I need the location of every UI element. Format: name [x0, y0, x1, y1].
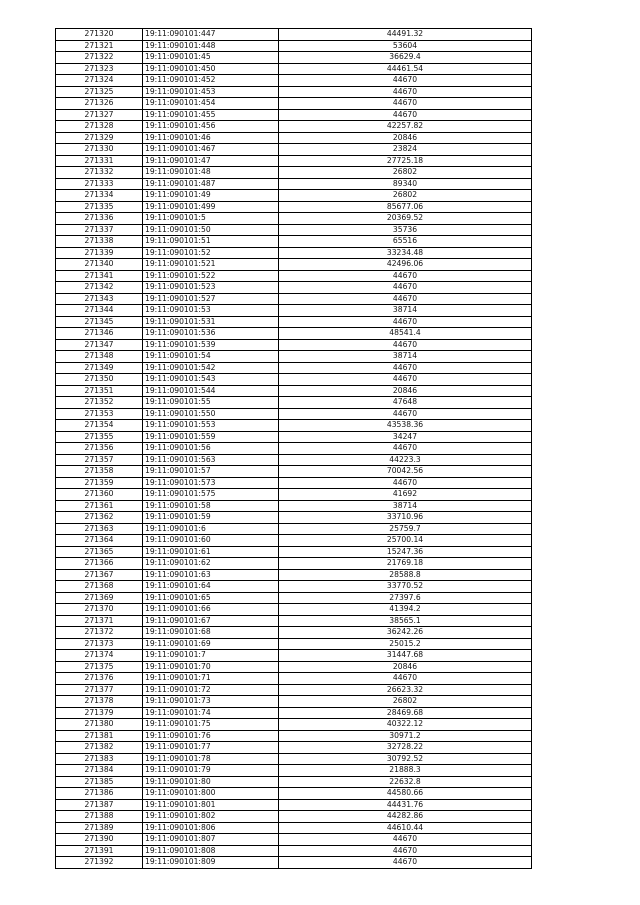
row-number-cell: 271343	[56, 293, 143, 305]
table-row	[56, 167, 532, 179]
table-row	[56, 788, 532, 800]
cadastral-number-cell: 19:11:090101:802	[143, 811, 279, 823]
cadastral-number-cell: 19:11:090101:68	[143, 627, 279, 639]
cadastral-number-cell: 19:11:090101:54	[143, 351, 279, 363]
value-cell: 44670	[279, 857, 532, 869]
cadastral-number-cell: 19:11:090101:454	[143, 98, 279, 110]
cadastral-number-cell: 19:11:090101:467	[143, 144, 279, 156]
value-cell: 44670	[279, 270, 532, 282]
value-cell: 44670	[279, 443, 532, 455]
row-number-cell: 271345	[56, 316, 143, 328]
table-row	[56, 638, 532, 650]
value-cell: 44461.54	[279, 63, 532, 75]
cadastral-number-cell: 19:11:090101:809	[143, 857, 279, 869]
value-cell: 20846	[279, 132, 532, 144]
table-row	[56, 431, 532, 443]
table-row	[56, 201, 532, 213]
row-number-cell: 271328	[56, 121, 143, 133]
cadastral-number-cell: 19:11:090101:57	[143, 466, 279, 478]
table-row	[56, 535, 532, 547]
value-cell: 44431.76	[279, 799, 532, 811]
table-row	[56, 305, 532, 317]
row-number-cell: 271388	[56, 811, 143, 823]
value-cell: 44670	[279, 75, 532, 87]
cadastral-number-cell: 19:11:090101:48	[143, 167, 279, 179]
table-row	[56, 650, 532, 662]
row-number-cell: 271361	[56, 500, 143, 512]
value-cell: 20369.52	[279, 213, 532, 225]
row-number-cell: 271325	[56, 86, 143, 98]
table-row	[56, 98, 532, 110]
table-row	[56, 581, 532, 593]
cadastral-number-cell: 19:11:090101:64	[143, 581, 279, 593]
value-cell: 32728.22	[279, 742, 532, 754]
table-row	[56, 374, 532, 386]
row-number-cell: 271333	[56, 178, 143, 190]
cadastral-number-cell: 19:11:090101:71	[143, 673, 279, 685]
value-cell: 44670	[279, 98, 532, 110]
value-cell: 27397.6	[279, 592, 532, 604]
table-row	[56, 86, 532, 98]
row-number-cell: 271321	[56, 40, 143, 52]
row-number-cell: 271337	[56, 224, 143, 236]
value-cell: 34247	[279, 431, 532, 443]
cadastral-number-cell: 19:11:090101:807	[143, 834, 279, 846]
row-number-cell: 271352	[56, 397, 143, 409]
value-cell: 33770.52	[279, 581, 532, 593]
row-number-cell: 271336	[56, 213, 143, 225]
row-number-cell: 271367	[56, 569, 143, 581]
cadastral-number-cell: 19:11:090101:6	[143, 523, 279, 535]
value-cell: 44670	[279, 845, 532, 857]
cadastral-number-cell: 19:11:090101:450	[143, 63, 279, 75]
table-row	[56, 730, 532, 742]
value-cell: 41692	[279, 489, 532, 501]
row-number-cell: 271327	[56, 109, 143, 121]
data-table	[55, 28, 532, 869]
value-cell: 53604	[279, 40, 532, 52]
value-cell: 44491.32	[279, 29, 532, 41]
cadastral-number-cell: 19:11:090101:806	[143, 822, 279, 834]
table-row	[56, 500, 532, 512]
value-cell: 44282.86	[279, 811, 532, 823]
value-cell: 44223.3	[279, 454, 532, 466]
row-number-cell: 271326	[56, 98, 143, 110]
cadastral-number-cell: 19:11:090101:456	[143, 121, 279, 133]
row-number-cell: 271374	[56, 650, 143, 662]
table-row	[56, 845, 532, 857]
row-number-cell: 271382	[56, 742, 143, 754]
table-row	[56, 765, 532, 777]
value-cell: 44580.66	[279, 788, 532, 800]
cadastral-number-cell: 19:11:090101:66	[143, 604, 279, 616]
table-row	[56, 615, 532, 627]
cadastral-number-cell: 19:11:090101:455	[143, 109, 279, 121]
table-row	[56, 696, 532, 708]
value-cell: 48541.4	[279, 328, 532, 340]
value-cell: 33710.96	[279, 512, 532, 524]
table-row	[56, 592, 532, 604]
value-cell: 27725.18	[279, 155, 532, 167]
table-row	[56, 604, 532, 616]
row-number-cell: 271392	[56, 857, 143, 869]
table-row	[56, 351, 532, 363]
table-row	[56, 224, 532, 236]
row-number-cell: 271329	[56, 132, 143, 144]
table-row	[56, 63, 532, 75]
row-number-cell: 271385	[56, 776, 143, 788]
value-cell: 21769.18	[279, 558, 532, 570]
table-row	[56, 512, 532, 524]
row-number-cell: 271376	[56, 673, 143, 685]
row-number-cell: 271363	[56, 523, 143, 535]
cadastral-number-cell: 19:11:090101:72	[143, 684, 279, 696]
table-row	[56, 178, 532, 190]
cadastral-number-cell: 19:11:090101:47	[143, 155, 279, 167]
value-cell: 30792.52	[279, 753, 532, 765]
value-cell: 22632.8	[279, 776, 532, 788]
cadastral-number-cell: 19:11:090101:80	[143, 776, 279, 788]
table-row	[56, 811, 532, 823]
row-number-cell: 271344	[56, 305, 143, 317]
row-number-cell: 271353	[56, 408, 143, 420]
cadastral-number-cell: 19:11:090101:79	[143, 765, 279, 777]
cadastral-number-cell: 19:11:090101:60	[143, 535, 279, 547]
row-number-cell: 271383	[56, 753, 143, 765]
table-body	[56, 29, 532, 869]
row-number-cell: 271387	[56, 799, 143, 811]
row-number-cell: 271338	[56, 236, 143, 248]
value-cell: 65516	[279, 236, 532, 248]
value-cell: 38565.1	[279, 615, 532, 627]
row-number-cell: 271355	[56, 431, 143, 443]
row-number-cell: 271371	[56, 615, 143, 627]
cadastral-number-cell: 19:11:090101:74	[143, 707, 279, 719]
cadastral-number-cell: 19:11:090101:801	[143, 799, 279, 811]
table-row	[56, 213, 532, 225]
row-number-cell: 271384	[56, 765, 143, 777]
row-number-cell: 271351	[56, 385, 143, 397]
table-row	[56, 834, 532, 846]
cadastral-number-cell: 19:11:090101:544	[143, 385, 279, 397]
cadastral-number-cell: 19:11:090101:7	[143, 650, 279, 662]
cadastral-number-cell: 19:11:090101:53	[143, 305, 279, 317]
cadastral-number-cell: 19:11:090101:76	[143, 730, 279, 742]
table-row	[56, 546, 532, 558]
value-cell: 42257.82	[279, 121, 532, 133]
row-number-cell: 271372	[56, 627, 143, 639]
value-cell: 47648	[279, 397, 532, 409]
row-number-cell: 271348	[56, 351, 143, 363]
table-row	[56, 132, 532, 144]
row-number-cell: 271350	[56, 374, 143, 386]
value-cell: 30971.2	[279, 730, 532, 742]
row-number-cell: 271330	[56, 144, 143, 156]
value-cell: 42496.06	[279, 259, 532, 271]
table-row	[56, 109, 532, 121]
row-number-cell: 271364	[56, 535, 143, 547]
value-cell: 41394.2	[279, 604, 532, 616]
value-cell: 38714	[279, 351, 532, 363]
table-row	[56, 385, 532, 397]
value-cell: 44670	[279, 374, 532, 386]
table-row	[56, 477, 532, 489]
value-cell: 44670	[279, 834, 532, 846]
cadastral-number-cell: 19:11:090101:58	[143, 500, 279, 512]
cadastral-number-cell: 19:11:090101:65	[143, 592, 279, 604]
table-row	[56, 466, 532, 478]
cadastral-number-cell: 19:11:090101:5	[143, 213, 279, 225]
table-row	[56, 282, 532, 294]
row-number-cell: 271368	[56, 581, 143, 593]
row-number-cell: 271347	[56, 339, 143, 351]
table-row	[56, 857, 532, 869]
cadastral-number-cell: 19:11:090101:52	[143, 247, 279, 259]
cadastral-number-cell: 19:11:090101:69	[143, 638, 279, 650]
value-cell: 23824	[279, 144, 532, 156]
row-number-cell: 271322	[56, 52, 143, 64]
cadastral-number-cell: 19:11:090101:575	[143, 489, 279, 501]
table-row	[56, 684, 532, 696]
table-row	[56, 144, 532, 156]
row-number-cell: 271365	[56, 546, 143, 558]
row-number-cell: 271357	[56, 454, 143, 466]
value-cell: 21888.3	[279, 765, 532, 777]
table-row	[56, 316, 532, 328]
value-cell: 25700.14	[279, 535, 532, 547]
value-cell: 44670	[279, 109, 532, 121]
row-number-cell: 271339	[56, 247, 143, 259]
value-cell: 31447.68	[279, 650, 532, 662]
table-row	[56, 52, 532, 64]
table-row	[56, 408, 532, 420]
cadastral-number-cell: 19:11:090101:536	[143, 328, 279, 340]
value-cell: 35736	[279, 224, 532, 236]
cadastral-number-cell: 19:11:090101:453	[143, 86, 279, 98]
value-cell: 25759.7	[279, 523, 532, 535]
value-cell: 44670	[279, 408, 532, 420]
value-cell: 38714	[279, 500, 532, 512]
row-number-cell: 271356	[56, 443, 143, 455]
cadastral-number-cell: 19:11:090101:70	[143, 661, 279, 673]
cadastral-number-cell: 19:11:090101:448	[143, 40, 279, 52]
value-cell: 85677.06	[279, 201, 532, 213]
row-number-cell: 271324	[56, 75, 143, 87]
value-cell: 36242.26	[279, 627, 532, 639]
table-row	[56, 270, 532, 282]
table-row	[56, 397, 532, 409]
cadastral-number-cell: 19:11:090101:550	[143, 408, 279, 420]
value-cell: 44670	[279, 477, 532, 489]
value-cell: 33234.48	[279, 247, 532, 259]
table-row	[56, 454, 532, 466]
table-row	[56, 293, 532, 305]
table-row	[56, 776, 532, 788]
row-number-cell: 271340	[56, 259, 143, 271]
cadastral-number-cell: 19:11:090101:75	[143, 719, 279, 731]
table-row	[56, 121, 532, 133]
cadastral-number-cell: 19:11:090101:45	[143, 52, 279, 64]
table-row	[56, 569, 532, 581]
cadastral-number-cell: 19:11:090101:808	[143, 845, 279, 857]
value-cell: 38714	[279, 305, 532, 317]
value-cell: 44670	[279, 293, 532, 305]
row-number-cell: 271334	[56, 190, 143, 202]
table-row	[56, 753, 532, 765]
row-number-cell: 271378	[56, 696, 143, 708]
row-number-cell: 271375	[56, 661, 143, 673]
table-row	[56, 420, 532, 432]
value-cell: 28588.8	[279, 569, 532, 581]
value-cell: 44670	[279, 282, 532, 294]
cadastral-number-cell: 19:11:090101:539	[143, 339, 279, 351]
cadastral-number-cell: 19:11:090101:487	[143, 178, 279, 190]
value-cell: 26802	[279, 696, 532, 708]
row-number-cell: 271359	[56, 477, 143, 489]
row-number-cell: 271366	[56, 558, 143, 570]
row-number-cell: 271369	[56, 592, 143, 604]
value-cell: 44670	[279, 316, 532, 328]
cadastral-number-cell: 19:11:090101:46	[143, 132, 279, 144]
cadastral-number-cell: 19:11:090101:559	[143, 431, 279, 443]
table-row	[56, 719, 532, 731]
cadastral-number-cell: 19:11:090101:563	[143, 454, 279, 466]
row-number-cell: 271358	[56, 466, 143, 478]
value-cell: 89340	[279, 178, 532, 190]
value-cell: 44670	[279, 86, 532, 98]
value-cell: 36629.4	[279, 52, 532, 64]
cadastral-number-cell: 19:11:090101:50	[143, 224, 279, 236]
row-number-cell: 271360	[56, 489, 143, 501]
table-row	[56, 661, 532, 673]
row-number-cell: 271373	[56, 638, 143, 650]
table-row	[56, 443, 532, 455]
table-row	[56, 75, 532, 87]
cadastral-number-cell: 19:11:090101:61	[143, 546, 279, 558]
cadastral-number-cell: 19:11:090101:56	[143, 443, 279, 455]
cadastral-number-cell: 19:11:090101:800	[143, 788, 279, 800]
cadastral-number-cell: 19:11:090101:51	[143, 236, 279, 248]
row-number-cell: 271370	[56, 604, 143, 616]
cadastral-number-cell: 19:11:090101:67	[143, 615, 279, 627]
table-row	[56, 328, 532, 340]
cadastral-number-cell: 19:11:090101:523	[143, 282, 279, 294]
cadastral-number-cell: 19:11:090101:499	[143, 201, 279, 213]
table-row	[56, 236, 532, 248]
row-number-cell: 271389	[56, 822, 143, 834]
table-row	[56, 155, 532, 167]
value-cell: 44610.44	[279, 822, 532, 834]
cadastral-number-cell: 19:11:090101:49	[143, 190, 279, 202]
value-cell: 20846	[279, 385, 532, 397]
table-row	[56, 673, 532, 685]
table-row	[56, 190, 532, 202]
table-row	[56, 822, 532, 834]
cadastral-number-cell: 19:11:090101:59	[143, 512, 279, 524]
cadastral-number-cell: 19:11:090101:573	[143, 477, 279, 489]
table-row	[56, 558, 532, 570]
cadastral-number-cell: 19:11:090101:452	[143, 75, 279, 87]
cadastral-number-cell: 19:11:090101:77	[143, 742, 279, 754]
table-row	[56, 29, 532, 41]
cadastral-number-cell: 19:11:090101:531	[143, 316, 279, 328]
row-number-cell: 271323	[56, 63, 143, 75]
row-number-cell: 271377	[56, 684, 143, 696]
table-row	[56, 40, 532, 52]
table-row	[56, 627, 532, 639]
row-number-cell: 271342	[56, 282, 143, 294]
value-cell: 28469.68	[279, 707, 532, 719]
cadastral-number-cell: 19:11:090101:55	[143, 397, 279, 409]
value-cell: 40322.12	[279, 719, 532, 731]
row-number-cell: 271354	[56, 420, 143, 432]
row-number-cell: 271331	[56, 155, 143, 167]
value-cell: 44670	[279, 673, 532, 685]
row-number-cell: 271335	[56, 201, 143, 213]
row-number-cell: 271390	[56, 834, 143, 846]
table-row	[56, 523, 532, 535]
table-row	[56, 799, 532, 811]
value-cell: 44670	[279, 362, 532, 374]
cadastral-number-cell: 19:11:090101:522	[143, 270, 279, 282]
row-number-cell: 271381	[56, 730, 143, 742]
cadastral-number-cell: 19:11:090101:543	[143, 374, 279, 386]
row-number-cell: 271362	[56, 512, 143, 524]
row-number-cell: 271332	[56, 167, 143, 179]
cadastral-number-cell: 19:11:090101:553	[143, 420, 279, 432]
value-cell: 44670	[279, 339, 532, 351]
row-number-cell: 271386	[56, 788, 143, 800]
cadastral-number-cell: 19:11:090101:63	[143, 569, 279, 581]
row-number-cell: 271320	[56, 29, 143, 41]
cadastral-number-cell: 19:11:090101:78	[143, 753, 279, 765]
value-cell: 26802	[279, 167, 532, 179]
table-row	[56, 362, 532, 374]
table-row	[56, 489, 532, 501]
row-number-cell: 271349	[56, 362, 143, 374]
value-cell: 43538.36	[279, 420, 532, 432]
table-row	[56, 742, 532, 754]
table-row	[56, 339, 532, 351]
cadastral-number-cell: 19:11:090101:521	[143, 259, 279, 271]
value-cell: 15247.36	[279, 546, 532, 558]
cadastral-number-cell: 19:11:090101:447	[143, 29, 279, 41]
cadastral-number-cell: 19:11:090101:527	[143, 293, 279, 305]
row-number-cell: 271346	[56, 328, 143, 340]
value-cell: 70042.56	[279, 466, 532, 478]
table-row	[56, 707, 532, 719]
table-row	[56, 259, 532, 271]
value-cell: 26802	[279, 190, 532, 202]
table-row	[56, 247, 532, 259]
cadastral-number-cell: 19:11:090101:542	[143, 362, 279, 374]
row-number-cell: 271379	[56, 707, 143, 719]
row-number-cell: 271380	[56, 719, 143, 731]
value-cell: 25015.2	[279, 638, 532, 650]
cadastral-number-cell: 19:11:090101:62	[143, 558, 279, 570]
value-cell: 26623.32	[279, 684, 532, 696]
row-number-cell: 271341	[56, 270, 143, 282]
row-number-cell: 271391	[56, 845, 143, 857]
cadastral-number-cell: 19:11:090101:73	[143, 696, 279, 708]
value-cell: 20846	[279, 661, 532, 673]
